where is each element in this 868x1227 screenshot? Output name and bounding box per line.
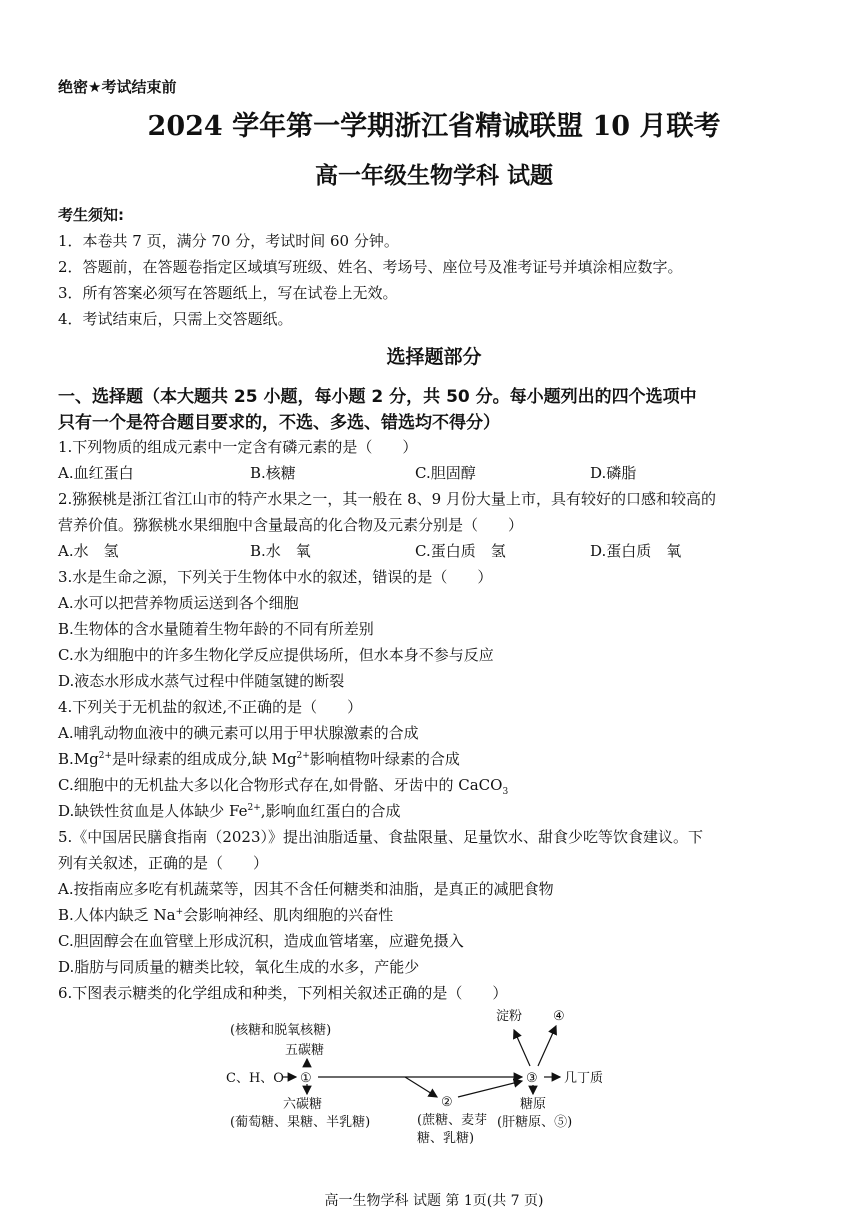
q4b-part: B.Mg xyxy=(58,750,99,768)
q4d-part: ,影响血红蛋白的合成 xyxy=(260,802,401,820)
exam-subtitle: 高一年级生物学科 试题 xyxy=(314,162,553,189)
question-5-stem: 5.《中国居民膳食指南（2023）》提出油脂适量、食盐限量、足量饮水、甜食少吃等饮食建议。下 xyxy=(58,828,703,846)
q4-option-a: A.哺乳动物血液中的碘元素可以用于甲状腺激素的合成 xyxy=(58,724,419,742)
q5b-part: 会影响神经、肌肉细胞的兴奋性 xyxy=(183,906,394,924)
page-footer: 高一生物学科 试题 第 1页(共 7 页) xyxy=(324,1193,544,1209)
q5-option-d: D.脂肪与同质量的糖类比较，氧化生成的水多，产能少 xyxy=(58,958,420,976)
starch-label: 淀粉 xyxy=(496,1009,523,1024)
part-heading-line: 一、选择题（本大题共 25 小题，每小题 2 分，共 50 分。每小题列出的四个选项中 xyxy=(58,387,697,407)
part-heading-line: 只有一个是符合题目要求的，不选、多选、错选均不得分） xyxy=(58,413,500,433)
q2-option-c: C.蛋白质 氢 xyxy=(415,542,506,560)
q4-option-b xyxy=(58,748,460,769)
node-2: ② xyxy=(441,1095,453,1110)
q5b-part: B.人体内缺乏 Na xyxy=(58,906,176,924)
node-3: ③ xyxy=(526,1071,538,1086)
disaccharide-note: (蔗糖、麦芽 xyxy=(417,1113,488,1128)
glycogen-note: (肝糖原、⑤) xyxy=(497,1115,573,1130)
hexose-label: 六碳糖 xyxy=(283,1097,323,1112)
notice-item: 3．所有答案必须写在答题纸上，写在试卷上无效。 xyxy=(58,284,398,302)
q4d-part: D.缺铁性贫血是人体缺少 Fe xyxy=(58,802,248,820)
q2-option-b: B.水 氧 xyxy=(250,542,311,560)
arrow-to-2 xyxy=(405,1077,437,1097)
question-2-stem: 2.猕猴桃是浙江省江山市的特产水果之一，其一般在 8、9 月份大量上市，具有较好的口感和较高的 xyxy=(58,490,716,508)
glycogen-label: 糖原 xyxy=(520,1097,547,1112)
q4b-part: 影响植物叶绿素的合成 xyxy=(309,750,460,768)
superscript: + xyxy=(175,907,184,917)
q5-option-b xyxy=(58,904,393,925)
sugar-classification-diagram xyxy=(0,1000,868,1160)
diagram-source: C、H、O xyxy=(226,1071,284,1086)
hexose-note: (葡萄糖、果糖、半乳糖) xyxy=(230,1115,371,1130)
q1-option-d: D.磷脂 xyxy=(590,464,637,482)
q5-option-c: C.胆固醇会在血管壁上形成沉积，造成血管堵塞，应避免摄入 xyxy=(58,932,464,950)
q3-option-c: C.水为细胞中的许多生物化学反应提供场所，但水本身不参与反应 xyxy=(58,646,494,664)
q2-option-a: A.水 氢 xyxy=(58,542,119,560)
question-1-stem: 1.下列物质的组成元素中一定含有磷元素的是（ ） xyxy=(58,438,418,456)
q4c-part: C.细胞中的无机盐大多以化合物形式存在,如骨骼、牙齿中的 CaCO xyxy=(58,776,503,794)
chitin-label: 几丁质 xyxy=(564,1071,604,1086)
notice-heading: 考生须知: xyxy=(58,206,124,224)
question-4-stem: 4.下列关于无机盐的叙述,不正确的是（ ） xyxy=(58,698,363,716)
q4b-part: 是叶绿素的组成成分,缺 Mg xyxy=(112,750,297,768)
q2-option-d: D.蛋白质 氧 xyxy=(590,542,682,560)
q3-option-a: A.水可以把营养物质运送到各个细胞 xyxy=(58,594,299,612)
section-title: 选择题部分 xyxy=(386,346,482,368)
pentose-label: 五碳糖 xyxy=(285,1043,325,1058)
notice-item: 4．考试结束后，只需上交答题纸。 xyxy=(58,310,293,328)
q3-option-b: B.生物体的含水量随着生物年龄的不同有所差别 xyxy=(58,620,374,638)
q4-option-c xyxy=(58,774,508,797)
notice-item: 1．本卷共 7 页，满分 70 分，考试时间 60 分钟。 xyxy=(58,232,399,250)
arrow-2-to-3 xyxy=(458,1081,522,1097)
pentose-note: (核糖和脱氧核糖) xyxy=(230,1023,332,1038)
superscript: 2+ xyxy=(98,751,113,761)
q1-option-a: A.血红蛋白 xyxy=(58,464,134,482)
superscript: 2+ xyxy=(247,803,261,813)
node-1: ① xyxy=(300,1071,312,1086)
q4-option-d xyxy=(58,800,401,821)
confidential-label: 绝密★考试结束前 xyxy=(58,78,177,96)
q1-option-c: C.胆固醇 xyxy=(415,464,476,482)
superscript: 2+ xyxy=(296,751,310,761)
question-2-stem-cont: 营养价值。猕猴桃水果细胞中含量最高的化合物及元素分别是（ ） xyxy=(58,516,524,534)
node-4: ④ xyxy=(553,1009,565,1024)
arrow-to-starch xyxy=(514,1030,530,1066)
question-3-stem: 3.水是生命之源，下列关于生物体中水的叙述，错误的是（ ） xyxy=(58,568,493,586)
notice-item: 2．答题前，在答题卷指定区域填写班级、姓名、考场号、座位号及准考证号并填涂相应数字。 xyxy=(58,258,683,276)
arrow-to-4 xyxy=(538,1026,556,1066)
q1-option-b: B.核糖 xyxy=(250,464,296,482)
question-6-stem: 6.下图表示糖类的化学组成和种类，下列相关叙述正确的是（ ） xyxy=(58,984,508,1002)
q3-option-d: D.液态水形成水蒸气过程中伴随氢键的断裂 xyxy=(58,672,345,690)
q5-option-a: A.按指南应多吃有机蔬菜等，因其不含任何糖类和油脂，是真正的减肥食物 xyxy=(58,880,554,898)
question-5-stem-cont: 列有关叙述，正确的是（ ） xyxy=(58,854,269,872)
disaccharide-note-cont: 糖、乳糖) xyxy=(417,1131,475,1146)
exam-title: 2024 学年第一学期浙江省精诚联盟 10 月联考 xyxy=(147,111,721,142)
subscript: 3 xyxy=(502,787,509,797)
